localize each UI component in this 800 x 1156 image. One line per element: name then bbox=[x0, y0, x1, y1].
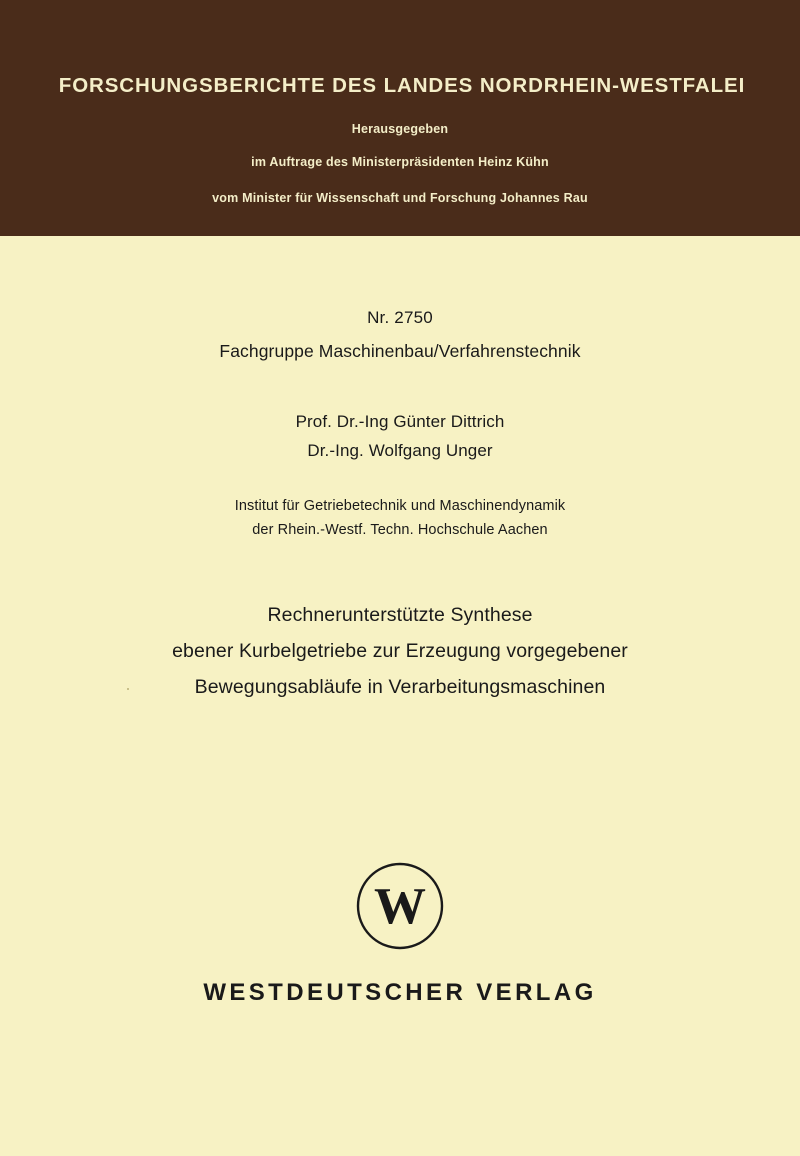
editor-line-1: im Auftrage des Ministerpräsidenten Heinz Kühn bbox=[251, 155, 549, 169]
affiliation-block bbox=[0, 494, 800, 542]
document-title bbox=[0, 597, 800, 705]
title-line: Bewegungsabläufe in Verarbeitungsmaschinen bbox=[194, 676, 606, 698]
author-name: Prof. Dr.-Ing Günter Dittrich bbox=[295, 412, 505, 431]
publisher-name: WESTDEUTSCHER VERLAG bbox=[203, 979, 597, 1006]
affiliation-line: der Rhein.-Westf. Techn. Hochschule Aachen bbox=[252, 522, 548, 538]
author-name: Dr.-Ing. Wolfgang Unger bbox=[307, 441, 493, 460]
paper-speck bbox=[127, 688, 129, 690]
affiliation-line: Institut für Getriebetechnik und Maschinendynamik bbox=[234, 498, 566, 514]
editor-label: Herausgegeben bbox=[351, 122, 449, 136]
title-line: ebener Kurbelgetriebe zur Erzeugung vorgegebener bbox=[172, 640, 628, 662]
report-group: Fachgruppe Maschinenbau/Verfahrenstechnik bbox=[219, 341, 581, 361]
series-header-band bbox=[0, 0, 800, 236]
svg-text:W: W bbox=[374, 878, 426, 935]
publisher-block bbox=[0, 860, 800, 1007]
series-title: FORSCHUNGSBERICHTE DES LANDES NORDRHEIN-WESTFALEI bbox=[58, 74, 746, 97]
cover-content bbox=[0, 236, 800, 705]
report-number: Nr. 2750 bbox=[367, 308, 433, 327]
author-list bbox=[0, 407, 800, 465]
westdeutscher-verlag-logo-icon bbox=[354, 860, 446, 957]
editor-line-2: vom Minister für Wissenschaft und Forschung Johannes Rau bbox=[212, 191, 588, 205]
title-line: Rechnerunterstützte Synthese bbox=[267, 604, 533, 626]
